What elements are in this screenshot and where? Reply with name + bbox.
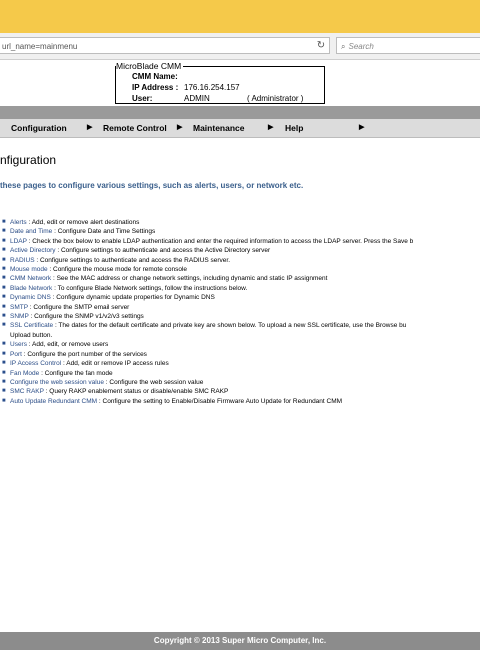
cmm-info-box [115,61,325,104]
config-description: : Configure the port number of the services [23,350,147,358]
list-item [0,246,480,255]
config-description: : Configure the web session value [105,378,204,386]
config-description: : Configure the SMTP email server [29,303,130,311]
config-description: : Add, edit or remove IP access rules [63,360,169,368]
list-item [0,293,480,302]
config-link[interactable]: SSL Certificate [10,322,54,330]
bullet-icon: ■ [2,322,6,329]
bullet-icon: ■ [2,341,6,348]
list-item [0,274,480,283]
search-icon: ⌕ [341,42,346,51]
config-link[interactable]: Active Directory [10,247,56,255]
config-link[interactable]: IP Access Control [10,360,62,368]
search-placeholder: Search [348,42,374,51]
nav-remote-control[interactable]: Remote Control [103,123,167,133]
list-item [0,397,480,406]
ip-address-value: 176.16.254.157 [184,83,240,92]
config-description: : Add, edit or remove alert destinations [28,219,140,226]
list-item [0,284,480,293]
bullet-icon: ■ [2,256,6,263]
list-item [0,321,480,340]
config-description: : Add, edit, or remove users [28,341,109,349]
ip-address-label: IP Address : [132,83,179,92]
footer-copyright: Copyright © 2013 Super Micro Computer, Inc. [0,632,480,650]
bullet-icon: ■ [2,219,6,225]
user-value: ADMIN [184,94,210,103]
config-description: : To configure Blade Network settings, follow the instructions below. [54,284,248,292]
list-item [0,369,480,378]
config-link[interactable]: Users [10,341,27,349]
config-link[interactable]: SMC RAKP [10,388,44,396]
config-description: : See the MAC address or change network settings, including dynamic and static IP assignment [52,275,328,283]
address-bar[interactable]: url_name=mainmenu [0,37,330,54]
bullet-icon: ■ [2,313,6,320]
cmm-name-label: CMM Name: [132,72,178,81]
list-item [0,387,480,396]
config-description: : Configure the fan mode [41,369,113,377]
browser-toolbar [0,33,480,60]
bullet-icon: ■ [2,378,6,385]
page-subtitle: these pages to configure various settings, such as alerts, users, or network etc. [0,181,304,190]
config-description: : Configure Date and Time Settings [54,228,156,236]
config-link[interactable]: Dynamic DNS [10,294,51,302]
user-role: ( Administrator ) [247,94,304,103]
config-link[interactable]: Alerts [10,219,27,226]
config-description: : Configure the setting to Enable/Disable Firmware Auto Update for Redundant CMM [98,397,343,405]
list-item [0,312,480,321]
nav-arrow-icon[interactable]: ▶ [87,124,93,131]
config-link[interactable]: LDAP [10,237,27,245]
list-item [0,265,480,274]
list-item [0,218,480,227]
config-link[interactable]: RADIUS [10,256,35,264]
info-box-title: MicroBlade CMM [116,61,182,71]
config-description: : Configure dynamic update properties for Dynamic DNS [52,294,215,302]
bullet-icon: ■ [2,228,6,235]
config-description: : Configure settings to authenticate and access the Active Directory server [57,247,271,255]
config-description-continued: Upload button. [10,331,53,339]
config-list [0,218,480,406]
config-link[interactable]: Blade Network [10,284,53,292]
bullet-icon: ■ [2,294,6,301]
config-description: : The dates for the default certificate and private key are shown below. To upload a new SSL certificate, use the Browse bu [54,322,407,330]
bullet-icon: ■ [2,303,6,310]
list-item [0,350,480,359]
config-description: : Configure the mouse mode for remote console [49,266,188,274]
config-link[interactable]: Port [10,350,22,358]
list-item [0,303,480,312]
bullet-icon: ■ [2,369,6,376]
bullet-icon: ■ [2,237,6,244]
nav-arrow-icon[interactable]: ▶ [177,124,183,131]
list-item [0,340,480,349]
list-item [0,227,480,236]
bullet-icon: ■ [2,247,6,254]
list-item [0,359,480,368]
nav-configuration[interactable]: Configuration [11,123,67,133]
config-link[interactable]: Date and Time [10,228,53,236]
nav-arrow-icon[interactable]: ▶ [268,124,274,131]
nav-help[interactable]: Help [285,123,304,133]
bullet-icon: ■ [2,284,6,291]
browser-title-bar [0,0,480,34]
bullet-icon: ■ [2,388,6,395]
bullet-icon: ■ [2,350,6,357]
config-link[interactable]: Fan Mode [10,369,40,377]
header-divider [0,106,480,119]
config-link[interactable]: SMTP [10,303,28,311]
list-item [0,378,480,387]
config-link[interactable]: Mouse mode [10,266,48,274]
search-input[interactable] [336,37,480,54]
user-label: User: [132,94,153,103]
config-link[interactable]: Configure the web session value [10,378,104,386]
bullet-icon: ■ [2,397,6,404]
list-item [0,256,480,265]
bullet-icon: ■ [2,275,6,282]
bullet-icon: ■ [2,360,6,367]
config-link[interactable]: CMM Network [10,275,52,283]
bullet-icon: ■ [2,266,6,273]
config-description: : Check the box below to enable LDAP authentication and enter the required information to access the LDAP server. Press the Save b [28,237,414,245]
config-link[interactable]: SNMP [10,313,29,321]
config-description: : Configure settings to authenticate and access the RADIUS server. [36,256,231,264]
page-title: nfiguration [0,153,57,167]
nav-maintenance[interactable]: Maintenance [193,123,245,133]
nav-arrow-icon[interactable]: ▶ [359,124,365,131]
main-nav [0,119,480,138]
config-description: : Configure the SNMP v1/v2/v3 settings [30,313,144,321]
reload-icon[interactable]: ↻ [316,40,326,51]
config-link[interactable]: Auto Update Redundant CMM [10,397,98,405]
list-item [0,237,480,246]
config-description: : Query RAKP enablement status or disable/enable SMC RAKP [45,388,229,396]
